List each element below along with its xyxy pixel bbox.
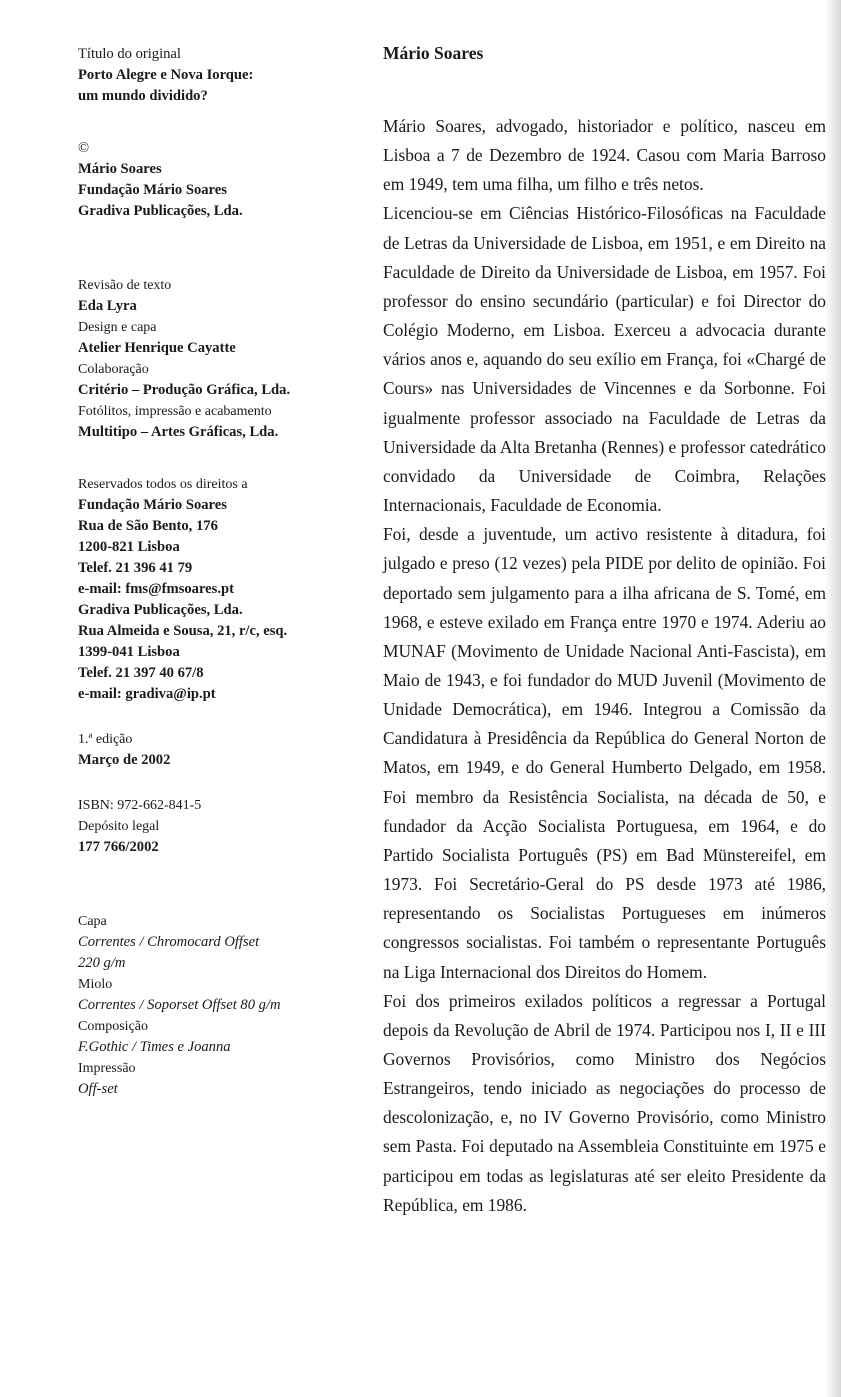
rights-line: Fundação Mário Soares bbox=[78, 497, 227, 513]
biography-body bbox=[383, 112, 826, 1220]
roles-block bbox=[78, 275, 348, 443]
rights-line: e-mail: fms@fmsoares.pt bbox=[78, 581, 234, 597]
production-value: Correntes / Soporset Offset 80 g/m bbox=[78, 997, 281, 1013]
role-value: Atelier Henrique Cayatte bbox=[78, 340, 236, 356]
rights-line: 1399-041 Lisboa bbox=[78, 644, 180, 660]
rights-line: Rua de São Bento, 176 bbox=[78, 518, 218, 534]
production-block bbox=[78, 911, 348, 1100]
rights-line: Rua Almeida e Sousa, 21, r/c, esq. bbox=[78, 623, 288, 639]
isbn-block bbox=[78, 795, 348, 858]
biography-paragraph: Mário Soares, advogado, historiador e político, nasceu em Lisboa a 7 de Dezembro de 1924. Casou com Maria Barroso em 1949, tem uma filha, um filho e três netos. bbox=[383, 116, 826, 195]
production-value: 220 g/m bbox=[78, 955, 126, 971]
original-title-line: Porto Alegre e Nova Iorque: bbox=[78, 67, 254, 83]
production-label: Impressão bbox=[78, 1061, 136, 1076]
rights-line: Telef. 21 397 40 67/8 bbox=[78, 665, 204, 681]
legal-deposit-label: Depósito legal bbox=[78, 819, 160, 834]
legal-deposit-value: 177 766/2002 bbox=[78, 839, 159, 855]
copyright-holder: Fundação Mário Soares bbox=[78, 182, 227, 198]
edition-date: Março de 2002 bbox=[78, 752, 171, 768]
biography-title: Mário Soares bbox=[383, 43, 484, 63]
rights-line: e-mail: gradiva@ip.pt bbox=[78, 686, 216, 702]
copyright-block bbox=[78, 138, 348, 222]
copyright-holder: Mário Soares bbox=[78, 161, 162, 177]
role-value: Multitipo – Artes Gráficas, Lda. bbox=[78, 424, 279, 440]
edition-block bbox=[78, 729, 348, 771]
rights-line: 1200-821 Lisboa bbox=[78, 539, 180, 555]
production-value: Correntes / Chromocard Offset bbox=[78, 934, 260, 950]
credits-column bbox=[78, 44, 348, 1100]
rights-block bbox=[78, 474, 348, 705]
role-label: Fotólitos, impressão e acabamento bbox=[78, 404, 272, 419]
edition-label: 1.ª edição bbox=[78, 732, 133, 747]
rights-label: Reservados todos os direitos a bbox=[78, 477, 248, 492]
production-label: Composição bbox=[78, 1019, 148, 1034]
original-title-label: Título do original bbox=[78, 46, 181, 62]
role-label: Design e capa bbox=[78, 320, 157, 335]
role-label: Revisão de texto bbox=[78, 278, 172, 293]
original-title-line: um mundo dividido? bbox=[78, 88, 208, 104]
isbn: ISBN: 972-662-841-5 bbox=[78, 798, 202, 813]
production-label: Capa bbox=[78, 914, 107, 929]
copyright-symbol: © bbox=[78, 140, 90, 156]
original-title-block bbox=[78, 44, 348, 107]
production-value: Off-set bbox=[78, 1081, 118, 1097]
production-label: Miolo bbox=[78, 977, 113, 992]
biography-paragraph: Licenciou-se em Ciências Histórico-Filosóficas na Faculdade de Letras da Universidade de Lisboa, em 1951, e em Direito na Faculdade de Direito da Universidade de Lisboa, em 1957. Foi professor do ensino secundário (particular) e foi Director do Colégio Moderno, em Lisboa. Exerceu a advocacia durante vários anos e, aquando do seu exílio em França, foi «Chargé de Cours» nas Universidades de Vincennes e da Sorbonne. Foi igualmente professor associado na Faculdade de Letras da Universidade da Alta Bretanha (Rennes) e professor catedrático convidado da Universidade de Coimbra, Relações Internacionais, Faculdade de Economia. bbox=[383, 203, 826, 516]
production-value: F.Gothic / Times e Joanna bbox=[78, 1039, 231, 1055]
rights-line: Gradiva Publicações, Lda. bbox=[78, 602, 243, 618]
role-label: Colaboração bbox=[78, 362, 149, 377]
role-value: Critério – Produção Gráfica, Lda. bbox=[78, 382, 291, 398]
page-edge-shadow bbox=[825, 0, 841, 1397]
biography-paragraph: Foi dos primeiros exilados políticos a regressar a Portugal depois da Revolução de Abril de 1974. Participou nos I, II e III Governos Provisórios, como Ministro dos Negócios Estrangeiros, tendo iniciado as negociações do processo de descolonização, e, no IV Governo Provisório, como Ministro sem Pasta. Foi deputado na Assembleia Constituinte em 1975 e participou em todas as legislaturas até ser eleito Presidente da República, em 1986. bbox=[383, 990, 826, 1215]
role-value: Eda Lyra bbox=[78, 298, 137, 314]
biography-paragraph: Foi, desde a juventude, um activo resistente à ditadura, foi julgado e preso (12 vezes) pela PIDE por delito de opinião. Foi deportado sem julgamento para a ilha africana de S. Tomé, em 1968, e esteve exilado em França entre 1970 e 1974. Aderiu ao MUNAF (Movimento de Unidade Nacional Anti-Fascista), em Maio de 1943, e foi fundador do MUD Juvenil (Movimento de Unidade Democrática), em 1946. Integrou a Comissão da Candidatura à Presidência da República do General Norton de Matos, em 1949, e do General Humberto Delgado, em 1958. Foi membro da Resistência Socialista, na década de 50, e fundador da Acção Socialista Portuguesa, em 1964, e do Partido Socialista Português (PS) em Bad Münstereifel, em 1973. Foi Secretário-Geral do PS desde 1973 até 1986, representando os Socialistas Portugueses em inúmeros congressos socialistas. Foi também o representante Português na Liga Internacional dos Direitos do Homem. bbox=[383, 524, 826, 982]
rights-line: Telef. 21 396 41 79 bbox=[78, 560, 193, 576]
copyright-holder: Gradiva Publicações, Lda. bbox=[78, 203, 243, 219]
biography-column bbox=[383, 40, 826, 1220]
